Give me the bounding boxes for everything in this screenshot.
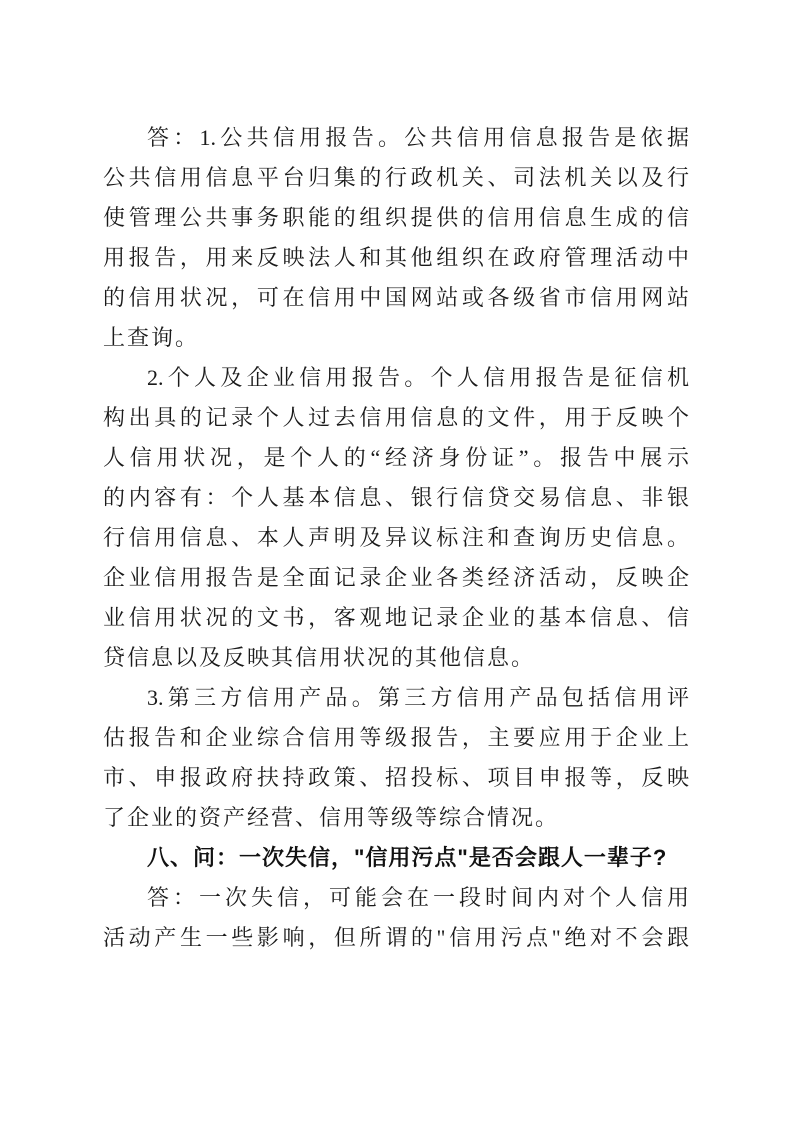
paragraph-line: 上查询。 <box>103 325 200 350</box>
paragraph-line: 业信用状况的文书，客观地记录企业的基本信息、信 <box>103 605 689 630</box>
paragraph-line: 的信用状况，可在信用中国网站或各级省市信用网站 <box>103 285 689 310</box>
paragraph-line: 构出具的记录个人过去信用信息的文件，用于反映个 <box>103 405 689 430</box>
paragraph-line: 估报告和企业综合信用等级报告，主要应用于企业上 <box>103 725 689 750</box>
paragraph-line: 答：1.公共信用报告。公共信用信息报告是依据 <box>147 125 689 150</box>
paragraph-line: 2.个人及企业信用报告。个人信用报告是征信机 <box>147 365 689 390</box>
document-text-block <box>103 118 689 958</box>
paragraph-line: 的内容有：个人基本信息、银行信贷交易信息、非银 <box>103 485 689 510</box>
paragraph-line: 人信用状况，是个人的“经济身份证”。报告中展示 <box>103 445 689 470</box>
paragraph-line: 活动产生一些影响，但所谓的"信用污点"绝对不会跟 <box>103 925 689 950</box>
paragraph-line: 使管理公共事务职能的组织提供的信用信息生成的信 <box>103 205 689 230</box>
paragraph-line: 公共信用信息平台归集的行政机关、司法机关以及行 <box>103 165 689 190</box>
paragraph-line: 市、申报政府扶持政策、招投标、项目申报等，反映 <box>103 765 689 790</box>
question-heading-line: 八、问：一次失信，"信用污点"是否会跟人一辈子? <box>147 845 668 870</box>
paragraph-line: 3.第三方信用产品。第三方信用产品包括信用评 <box>147 685 689 710</box>
paragraph-line: 了企业的资产经营、信用等级等综合情况。 <box>103 805 560 830</box>
paragraph-line: 企业信用报告是全面记录企业各类经济活动，反映企 <box>103 565 689 590</box>
paragraph-line: 用报告，用来反映法人和其他组织在政府管理活动中 <box>103 245 689 270</box>
paragraph-line: 答：一次失信，可能会在一段时间内对个人信用 <box>147 885 689 910</box>
paragraph-line: 贷信息以及反映其信用状况的其他信息。 <box>103 645 536 670</box>
paragraph-line: 行信用信息、本人声明及异议标注和查询历史信息。 <box>103 525 689 550</box>
